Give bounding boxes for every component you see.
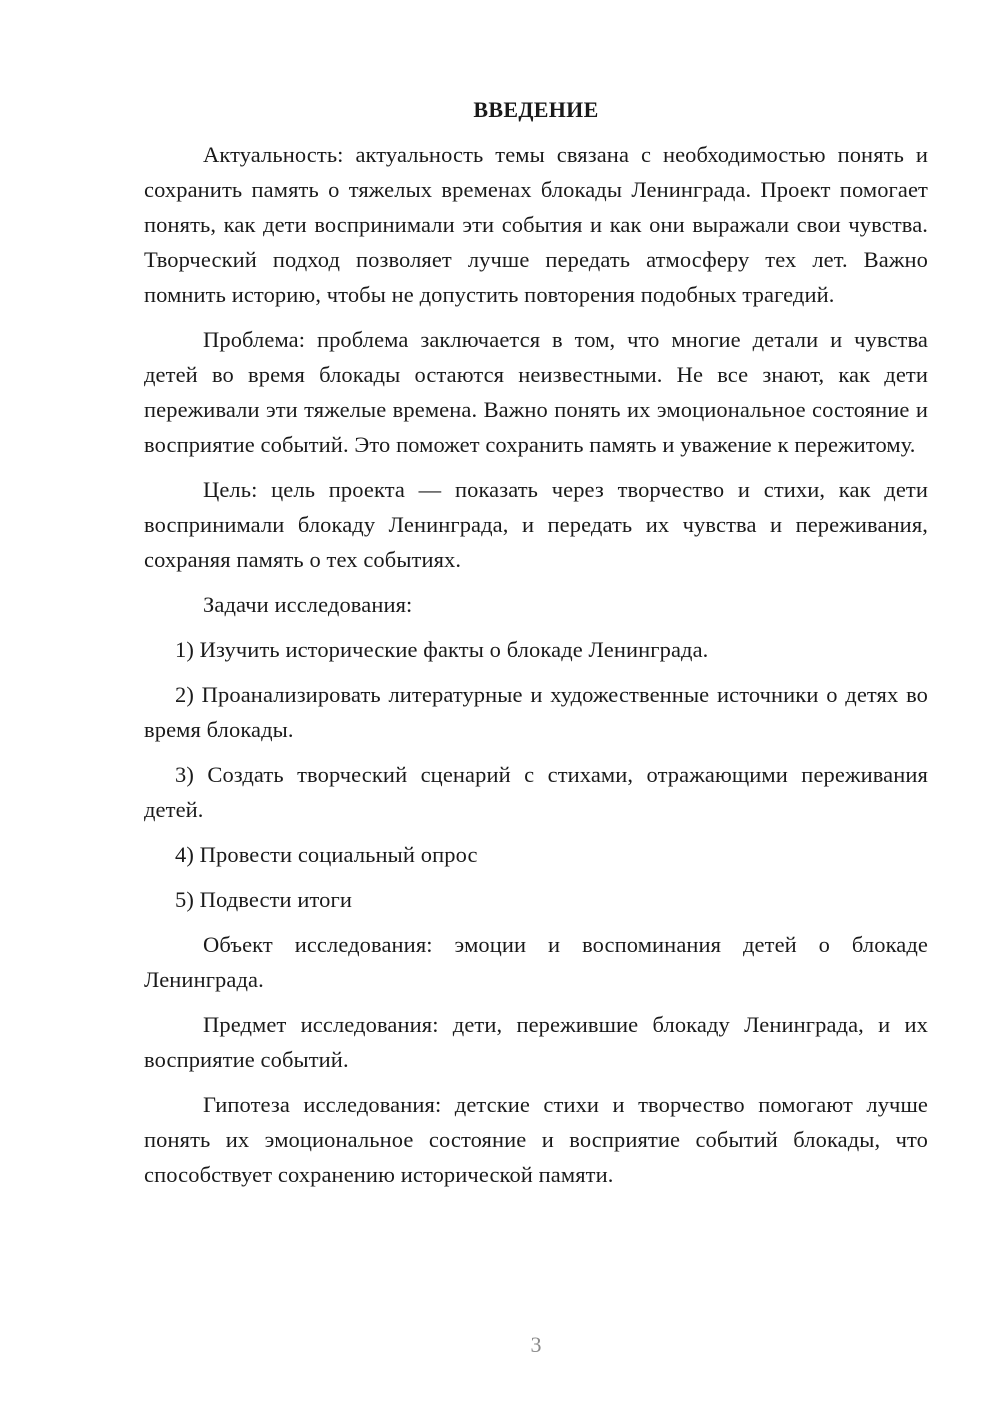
page-content bbox=[144, 92, 928, 1202]
subject-paragraph: Предмет исследования: дети, пережившие блокаду Ленинграда, и их восприятие событий. bbox=[144, 1012, 928, 1072]
problem-paragraph: Проблема: проблема заключается в том, что многие детали и чувства детей во время блокады остаются неизвестными. Не все знают, как дети переживали эти тяжелые времена. Важно понять их эмоциональное состояние и восприятие событий. Это поможет сохранить память и уважение к пережитому. bbox=[144, 327, 928, 457]
tasks-heading: Задачи исследования: bbox=[203, 592, 413, 617]
relevance-paragraph: Актуальность: актуальность темы связана с необходимостью понять и сохранить память о тяжелых временах блокады Ленинграда. Проект помогает понять, как дети воспринимали эти события и как они выражали свои чувства. Творческий подход позволяет лучше передать атмосферу тех лет. Важно помнить историю, чтобы не допустить повторения подобных трагедий. bbox=[144, 142, 928, 307]
task-item: 2) Проанализировать литературные и художественные источники о детях во время блокады. bbox=[144, 682, 928, 742]
goal-paragraph: Цель: цель проекта — показать через творчество и стихи, как дети воспринимали блокаду Ленинграда, и передать их чувства и переживания, сохраняя память о тех событиях. bbox=[144, 477, 928, 572]
object-paragraph: Объект исследования: эмоции и воспоминания детей о блокаде Ленинграда. bbox=[144, 932, 928, 992]
task-item: 1) Изучить исторические факты о блокаде Ленинграда. bbox=[175, 637, 709, 662]
task-item: 3) Создать творческий сценарий с стихами, отражающими переживания детей. bbox=[144, 762, 928, 822]
task-item: 5) Подвести итоги bbox=[175, 887, 352, 912]
section-title: ВВЕДЕНИЕ bbox=[473, 97, 599, 122]
task-item: 4) Провести социальный опрос bbox=[175, 842, 478, 867]
page-number: 3 bbox=[530, 1332, 542, 1357]
hypothesis-paragraph: Гипотеза исследования: детские стихи и творчество помогают лучше понять их эмоциональное состояние и восприятие событий блокады, что способствует сохранению исторической памяти. bbox=[144, 1092, 928, 1187]
